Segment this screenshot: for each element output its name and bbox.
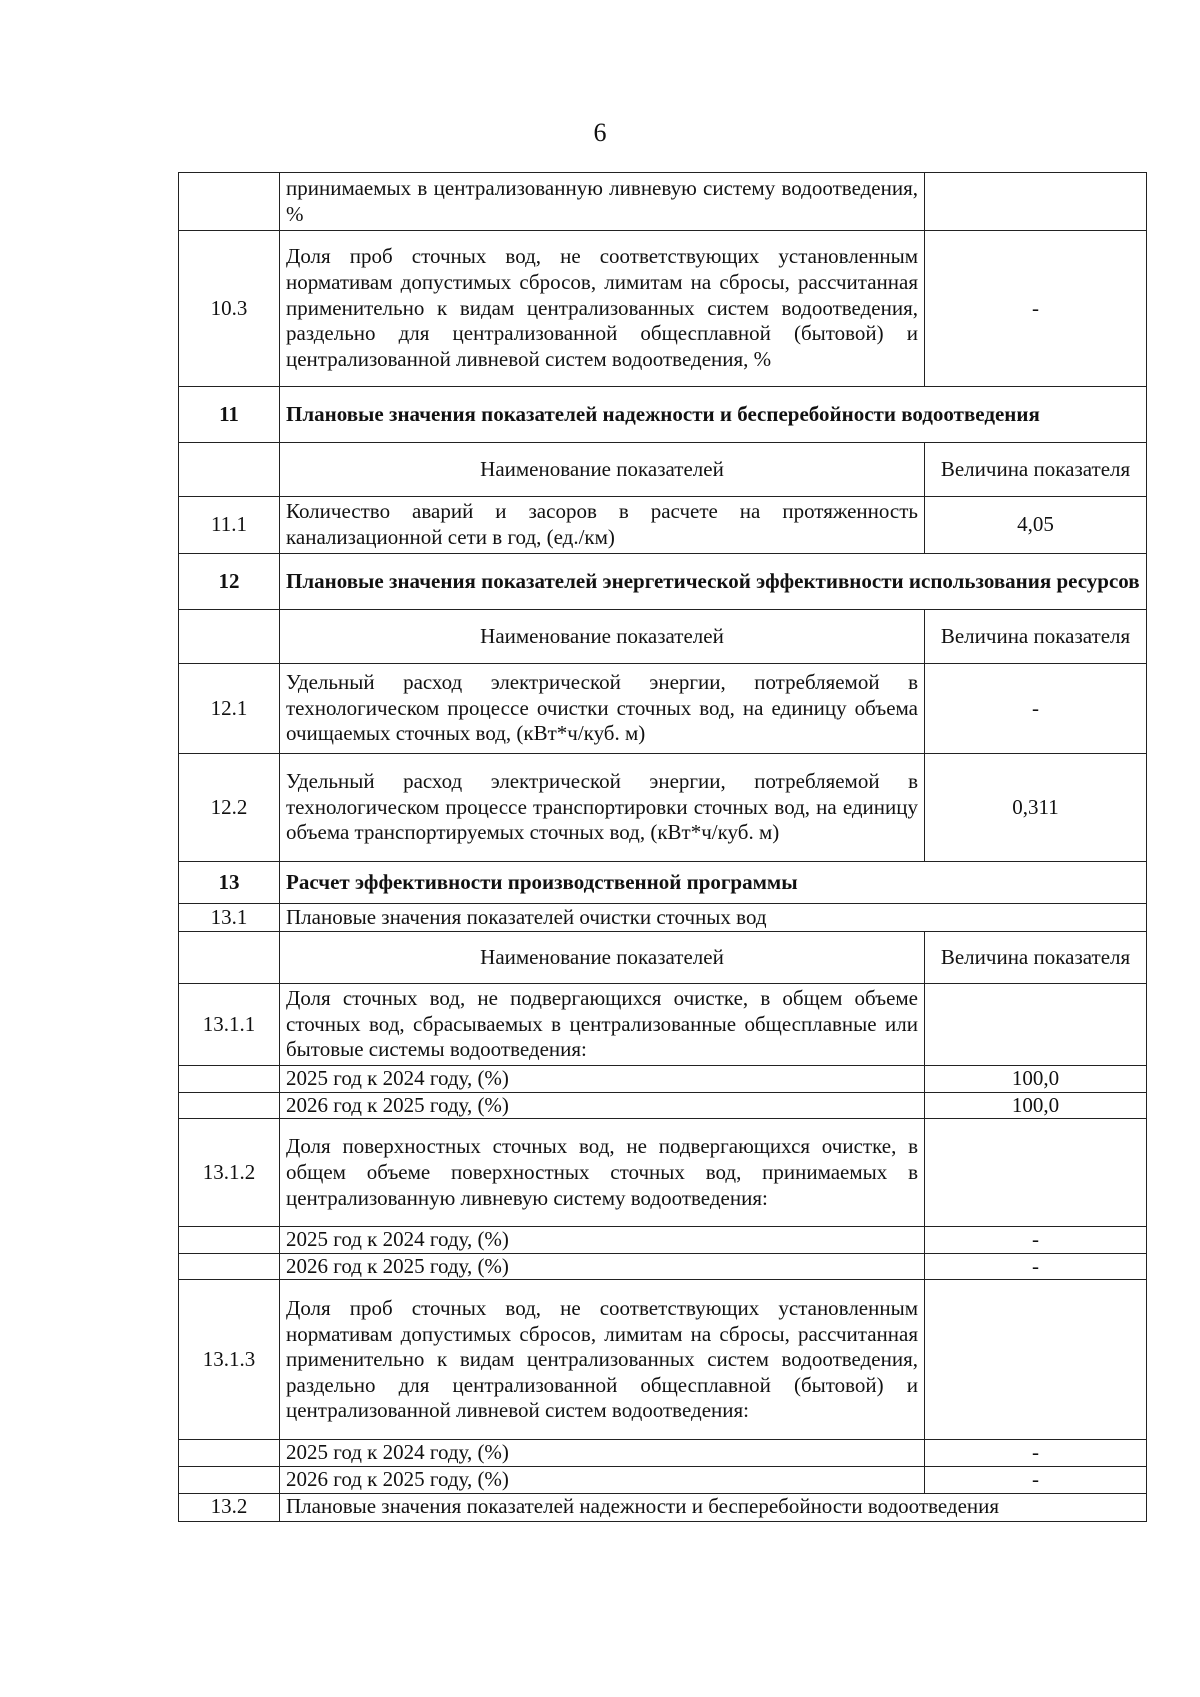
year-label: 2026 год к 2025 году, (%) (280, 1092, 925, 1119)
header-empty-cell (179, 932, 280, 984)
year-value: 100,0 (925, 1092, 1147, 1119)
row-number: 12.1 (179, 664, 280, 754)
table-row (179, 664, 1147, 754)
section-row (179, 554, 1147, 610)
header-value: Величина показателя (925, 932, 1147, 984)
section-title: Плановые значения показателей надежности и бесперебойности водоотведения (280, 387, 1147, 443)
section-number: 13 (179, 862, 280, 904)
table-row (179, 1066, 1147, 1093)
table-row (179, 1119, 1147, 1227)
section-number: 11 (179, 387, 280, 443)
table-row (179, 984, 1147, 1066)
indicator-value (925, 984, 1147, 1066)
row-number: 13.1.2 (179, 1119, 280, 1227)
indicator-value: - (925, 231, 1147, 387)
indicator-text: Доля поверхностных сточных вод, не подвергающихся очистке, в общем объеме поверхностных сточных вод, принимаемых в централизованную ливневую систему водоотведения: (280, 1119, 925, 1227)
subsection-title: Плановые значения показателей очистки сточных вод (280, 904, 1147, 932)
row-number-cell (179, 173, 280, 231)
table-row (179, 497, 1147, 554)
year-value: - (925, 1440, 1147, 1467)
header-empty-cell (179, 610, 280, 664)
table-row (179, 1253, 1147, 1280)
indicator-text: Количество аварий и засоров в расчете на протяженность канализационной сети в год, (ед./км) (280, 497, 925, 554)
indicator-value (925, 1280, 1147, 1440)
header-name: Наименование показателей (280, 610, 925, 664)
year-label: 2026 год к 2025 году, (%) (280, 1467, 925, 1494)
year-value: 100,0 (925, 1066, 1147, 1093)
indicators-table (178, 172, 1147, 1522)
table-row (179, 1467, 1147, 1494)
table-row (179, 1227, 1147, 1254)
row-number-cell (179, 1467, 280, 1494)
row-number: 13.2 (179, 1493, 280, 1521)
header-name: Наименование показателей (280, 443, 925, 497)
table-row (179, 173, 1147, 231)
row-number-cell (179, 1092, 280, 1119)
year-label: 2025 год к 2024 году, (%) (280, 1227, 925, 1254)
table-row (179, 1280, 1147, 1440)
year-label: 2025 год к 2024 году, (%) (280, 1440, 925, 1467)
year-value: - (925, 1467, 1147, 1494)
row-number-cell (179, 1440, 280, 1467)
indicator-text: Доля проб сточных вод, не соответствующих установленным нормативам допустимых сбросов, лимитам на сбросы, рассчитанная применительно к видам централизованных систем водоотведения, раздельно для централизованной общесплавной (бытовой) и централизованной ливневой систем водоотведения, % (280, 231, 925, 387)
subsection-row (179, 904, 1147, 932)
indicator-value (925, 1119, 1147, 1227)
subsection-title: Плановые значения показателей надежности и бесперебойности водоотведения (280, 1493, 1147, 1521)
header-row (179, 932, 1147, 984)
indicator-value: 0,311 (925, 754, 1147, 862)
section-title: Расчет эффективности производственной программы (280, 862, 1147, 904)
header-row (179, 610, 1147, 664)
row-number: 11.1 (179, 497, 280, 554)
header-name: Наименование показателей (280, 932, 925, 984)
row-number: 13.1.3 (179, 1280, 280, 1440)
indicator-text: Удельный расход электрической энергии, потребляемой в технологическом процессе очистки сточных вод, на единицу объема очищаемых сточных вод, (кВт*ч/куб. м) (280, 664, 925, 754)
section-title: Плановые значения показателей энергетической эффективности использования ресурсов (280, 554, 1147, 610)
indicator-value: - (925, 664, 1147, 754)
section-row (179, 862, 1147, 904)
section-row (179, 387, 1147, 443)
table-row (179, 1440, 1147, 1467)
table-row (179, 1092, 1147, 1119)
year-value: - (925, 1253, 1147, 1280)
row-number-cell (179, 1227, 280, 1254)
header-value: Величина показателя (925, 443, 1147, 497)
page-number: 6 (593, 118, 607, 147)
year-label: 2025 год к 2024 году, (%) (280, 1066, 925, 1093)
header-empty-cell (179, 443, 280, 497)
indicator-value: 4,05 (925, 497, 1147, 554)
row-number: 10.3 (179, 231, 280, 387)
row-number: 13.1 (179, 904, 280, 932)
indicator-text: Доля сточных вод, не подвергающихся очистке, в общем объеме сточных вод, сбрасываемых в централизованные общесплавные или бытовые системы водоотведения: (280, 984, 925, 1066)
header-row (179, 443, 1147, 497)
row-number-cell (179, 1253, 280, 1280)
table-row (179, 754, 1147, 862)
section-number: 12 (179, 554, 280, 610)
year-label: 2026 год к 2025 году, (%) (280, 1253, 925, 1280)
row-number: 13.1.1 (179, 984, 280, 1066)
indicator-text: Доля проб сточных вод, не соответствующих установленным нормативам допустимых сбросов, лимитам на сбросы, рассчитанная применительно к видам централизованных систем водоотведения, раздельно для централизованной общесплавной (бытовой) и централизованной ливневой систем водоотведения: (280, 1280, 925, 1440)
year-value: - (925, 1227, 1147, 1254)
table-row (179, 231, 1147, 387)
indicator-text: Удельный расход электрической энергии, потребляемой в технологическом процессе транспортировки сточных вод, на единицу объема транспортируемых сточных вод, (кВт*ч/куб. м) (280, 754, 925, 862)
row-number-cell (179, 1066, 280, 1093)
indicator-value (925, 173, 1147, 231)
indicator-text: принимаемых в централизованную ливневую систему водоотведения, % (280, 173, 925, 231)
header-value: Величина показателя (925, 610, 1147, 664)
subsection-row (179, 1493, 1147, 1521)
row-number: 12.2 (179, 754, 280, 862)
